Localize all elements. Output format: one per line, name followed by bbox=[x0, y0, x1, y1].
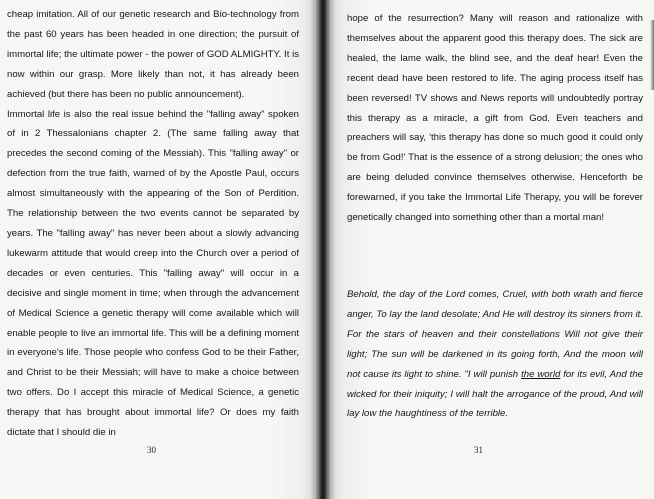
right-page bbox=[328, 0, 654, 499]
left-page-text bbox=[7, 5, 299, 443]
quote-text-after: for its evil, And the wicked for their iniquity; I will halt the arrogance of the proud, And will lay low the haughtiness of the terrible. bbox=[347, 368, 644, 420]
page-edge-shadow bbox=[650, 20, 654, 90]
right-paragraph: hope of the resurrection? Many will reason and rationalize with themselves about the apparent good this therapy does. The sick are healed, the lame walk, the blind see, and the deaf hear! Even the recent dead have been restored to life. The aging process itself has been reversed! TV shows and News reports will undoubtedly portray this therapy as a miracle, a gift from God. Even teachers and preachers will say, 'this therapy has done so much good it could only be from God!' That is the essence of a strong delusion; the ones who are being deluded convince themselves otherwise. Henceforth be forewarned, if you take the Immortal Life Therapy, you will be forever genetically changed into something other than a mortal man! bbox=[347, 13, 643, 224]
left-paragraph-2: Immortal life is also the real issue behind the "falling away" spoken of in 2 Thessalonians chapter 2. (The same falling away that precedes the second coming of the Messiah). This "falling away" or defection from the true faith, warned of by the Apostle Paul, occurs almost simultaneously with the appearing of the Son of Perdition. The relationship between the two events cannot be separated by years. The "falling away" has never been about a slowly advancing lukewarm attitude that would creep into the Church over a period of decades or even centuries. This "falling away" will occur in a decisive and single moment in time; when through the advancement of Medical Science a genetic therapy will come available which will enable people to live an immortal life. This will be a defining moment in everyone's life. Those people who confess God to be their Father, and Christ to be their Messiah; will have to make a choice between two offers. Do I accept this miracle of Medical Science, a genetic therapy that has brought about immortal life? Or does my faith dictate that I should die in bbox=[7, 108, 299, 439]
right-page-text bbox=[347, 9, 643, 228]
quote-underlined-text: the world bbox=[521, 368, 561, 380]
quote-text-before: Behold, the day of the Lord comes, Cruel, with both wrath and fierce anger, To lay the land desolate; And He will destroy its sinners from it. For the stars of heaven and their constellations Will not give their light; The sun will be darkened in its going forth, And the moon will not cause its light to shine. "I will punish bbox=[347, 289, 643, 380]
scripture-quote bbox=[347, 285, 643, 424]
right-page-number: 31 bbox=[474, 445, 483, 455]
book-gutter-shadow bbox=[310, 0, 336, 499]
left-paragraph-1: cheap imitation. All of our genetic research and Bio-technology from the past 60 years has been headed in one direction; the pursuit of immortal life; the ultimate power - the power of GOD ALMIGHTY. It is now within our grasp. More likely than not, it has already been achieved (but there has been no public announcement). bbox=[7, 9, 299, 100]
left-page-number: 30 bbox=[147, 445, 156, 455]
left-page bbox=[0, 0, 318, 499]
